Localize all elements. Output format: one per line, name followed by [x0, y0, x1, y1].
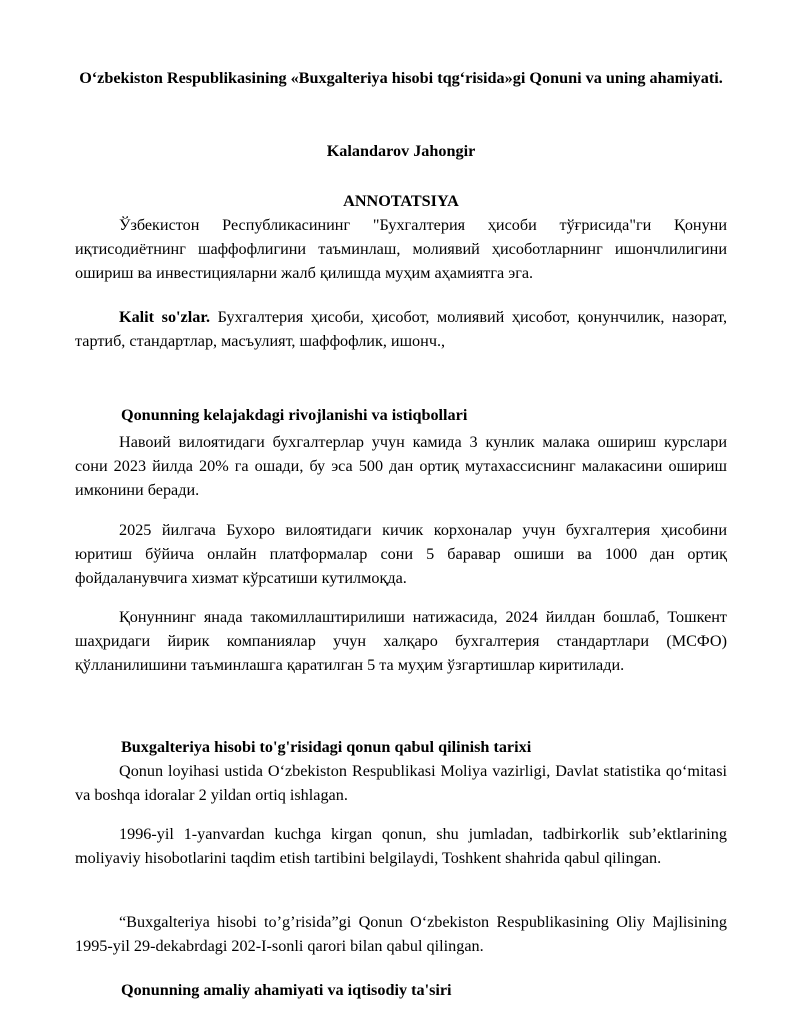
section-heading-future: Qonunning kelajakdagi rivojlanishi va istiqbollari — [121, 406, 468, 424]
annotation-text: Ўзбекистон Республикасининг "Бухгалтерия ҳисоби тўғрисида"ги Қонуни иқтисодиётнинг шаффофлигини таъминлаш, молиявий ҳисоботларнинг ишончлилигини ошириш ва инвестицияларни жалб қилишда муҳим аҳамиятга эга. — [75, 216, 727, 282]
keywords-text: Бухгалтерия ҳисоби, ҳисобот, молиявий ҳисобот, қонунчилик, назорат, тартиб, стандартлар, масъулият, шаффофлик, ишонч., — [75, 308, 727, 350]
section-paragraph: Қонуннинг янада такомиллаштирилиши натижасида, 2024 йилдан бошлаб, Тошкент шаҳридаги йирик компаниялар учун халқаро бухгалтерия стандартлари (МСФО) қўлланилишини таъминлашга қаратилган 5 та муҳим ўзгартишлар киритилади. — [75, 608, 727, 674]
section-paragraph: 1996-yil 1-yanvardan kuchga kirgan qonun, shu jumladan, tadbirkorlik sub’ektlarining moliyaviy hisobotlarini taqdim etish tartibini belgilaydi, Toshkent shahrida qabul qilingan. — [75, 825, 727, 867]
section-heading-practical: Qonunning amaliy ahamiyati va iqtisodiy ta'siri — [121, 981, 452, 999]
section-paragraph: “Buxgalteriya hisobi to’g’risida”gi Qonun O‘zbekiston Respublikasining Oliy Majlisining 1995-yil 29-dekabrdagi 202-I-sonli qarori bilan qabul qilingan. — [75, 913, 727, 955]
keywords-label: Kalit so'zlar. — [119, 308, 211, 326]
annotation-heading: ANNOTATSIYA — [343, 192, 459, 210]
keywords-paragraph — [75, 305, 727, 353]
document-title: O‘zbekiston Respublikasining «Buxgalteriya hisobi tqg‘risida»gi Qonuni va uning ahamiyati. — [79, 69, 723, 87]
section-paragraph: 2025 йилгача Бухоро вилоятидаги кичик корхоналар учун бухгалтерия ҳисобини юритиш бўйича онлайн платформалар сони 5 баравар ошиши ва 1000 дан ортиқ фойдаланувчига хизмат кўрсатиши кутилмоқда. — [75, 521, 727, 587]
author-name: Kalandarov Jahongir — [326, 142, 476, 160]
section-heading-history: Buxgalteriya hisobi to'g'risidagi qonun qabul qilinish tarixi — [121, 738, 532, 756]
section-paragraph: Qonun loyihasi ustida O‘zbekiston Respublikasi Moliya vazirligi, Davlat statistika qo‘mitasi va boshqa idoralar 2 yildan ortiq ishlagan. — [75, 762, 727, 804]
section-paragraph: Навоий вилоятидаги бухгалтерлар учун камида 3 кунлик малака ошириш курслари сони 2023 йилда 20% га ошади, бу эса 500 дан ортиқ мутахассиснинг малакасини ошириш имконини беради. — [75, 433, 727, 499]
